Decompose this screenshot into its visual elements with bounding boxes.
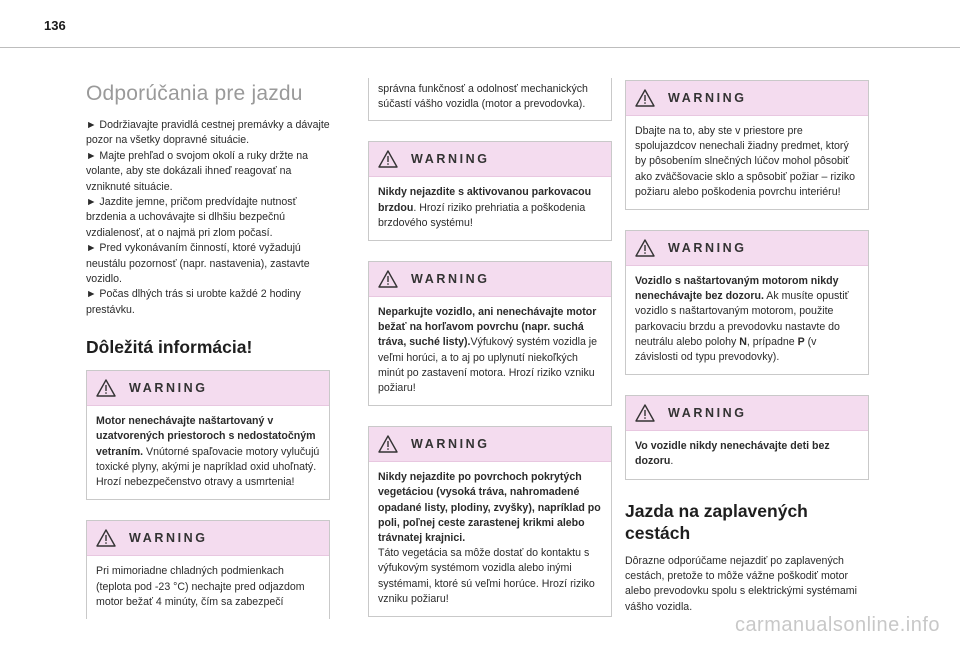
- warning-header: [87, 521, 329, 556]
- warning-header: [369, 427, 611, 462]
- warning-box: [86, 520, 330, 619]
- warning-title: WARNING: [411, 272, 490, 287]
- warning-text: [626, 431, 868, 478]
- bullet-item: ► Jazdite jemne, pričom predvídajte nutnosť brzdenia a uchovávajte si dlhšiu bezpečnú vzdialenosť, at o najmä pri zlom počasí.: [86, 196, 297, 239]
- column-1: [86, 80, 330, 619]
- warning-plain-text: Vnútorné spaľovacie motory vylučujú toxické plyny, akými je napríklad oxid uhoľnatý. Hrozí nebezpečenstvo otravy a usmrtenia!: [96, 445, 320, 489]
- warning-text: [626, 266, 868, 374]
- section-title: Odporúčania pre jazdu: [86, 82, 303, 105]
- bullet-item: ► Majte prehľad o svojom okolí a ruky držte na volante, aby ste dokázali ihneď reagovať na vzniknuté situácie.: [86, 149, 309, 193]
- warning-box: [625, 80, 869, 210]
- warning-plain-text: .: [670, 455, 674, 468]
- warning-title: WARNING: [129, 381, 208, 396]
- warning-triangle-icon: [378, 150, 398, 168]
- warning-triangle-icon: [635, 404, 655, 422]
- warning-triangle-icon: [378, 435, 398, 453]
- warning-plain-text: Ak musíte opustiť vozidlo s naštartovaným motorom, použite parkovaciu brzdu a prevodovku nastavte do neutrálu alebo polohy: [635, 290, 849, 348]
- warning-bold-text: Nikdy nejazdite po povrchoch pokrytých vegetáciou (vysoká tráva, nahromadené opadané listy, plodiny, zvyšky), napríklad po poli, poľnej ceste zarastenej krikmi alebo trávnatej krajnici.: [378, 471, 601, 545]
- page-number: 136: [44, 18, 66, 33]
- warning-title: WARNING: [129, 531, 208, 546]
- warning-title: WARNING: [411, 152, 490, 167]
- warning-triangle-icon: [96, 529, 116, 547]
- warning-plain-text: Výfukový systém vozidla je veľmi horúci, a to aj po uplynutí niekoľkých minút po zastavení motora. Hrozí riziko vzniku požiaru!: [378, 336, 598, 395]
- warning-box: [368, 261, 612, 406]
- warning-title: WARNING: [411, 437, 490, 452]
- warning-title: WARNING: [668, 91, 747, 105]
- warning-header: [369, 142, 611, 177]
- warning-header: [87, 371, 329, 406]
- gear-p-label: P: [797, 335, 805, 348]
- warning-bold-text: Vozidlo s naštartovaným motorom nikdy nenechávajte bez dozoru.: [635, 275, 839, 303]
- warning-triangle-icon: [635, 239, 655, 257]
- warning-header: [626, 396, 868, 431]
- watermark: carmanualsonline.info: [734, 614, 940, 636]
- bullet-item: ► Pred vykonávaním činností, ktoré vyžadujú neustálu pozornosť (napr. nastavenia), zastavte vozidlo.: [86, 242, 310, 286]
- warning-text: [369, 297, 611, 405]
- column-2: [368, 78, 612, 637]
- warning-box: [86, 370, 330, 500]
- warning-header: [626, 231, 868, 266]
- warning-title: WARNING: [668, 406, 747, 421]
- warning-triangle-icon: [635, 89, 655, 107]
- warning-text: Pri mimoriadne chladných podmienkach (teplota pod -23 °C) nechajte pred odjazdom motor bežať 4 minúty, čím sa zabezpečí: [96, 565, 305, 608]
- warning-header: [626, 81, 868, 116]
- driving-recommendations: [86, 118, 330, 318]
- warning-box: [368, 426, 612, 617]
- warning-box: [625, 395, 869, 479]
- warning-title: WARNING: [668, 241, 747, 256]
- warning-plain-text: (v závislosti od typu prevodovky).: [635, 335, 817, 364]
- warning-bold-text: Vo vozidle nikdy nenechávajte deti bez dozoru: [635, 440, 830, 468]
- warning-box: [625, 230, 869, 375]
- warning-bold-text: Nikdy nejazdite s aktivovanou parkovacou brzdou: [378, 186, 592, 214]
- warning-continuation: správna funkčnosť a odolnosť mechanických súčastí vášho vozidla (motor a prevodovka).: [368, 78, 612, 121]
- warning-bold-text: Motor nenechávajte naštartovaný v uzatvorených priestoroch s nedostatočným vetraním.: [96, 415, 316, 458]
- column-3: [625, 80, 869, 615]
- header-divider: [0, 47, 960, 48]
- important-heading: Dôležitá informácia!: [86, 337, 253, 358]
- warning-bold-text: Neparkujte vozidlo, ani nenechávajte motor bežať na horľavom povrchu (napr. suchá tráva, suché listy).: [378, 306, 597, 349]
- warning-triangle-icon: [96, 379, 116, 397]
- warning-plain-text: Táto vegetácia sa môže dostať do kontaktu s výfukovým systémom vozidla alebo inými systémami, ktoré sú veľmi horúce. Hrozí riziko vzniku požiaru!: [378, 547, 595, 605]
- bullet-item: ► Dodržiavajte pravidlá cestnej premávky a dávajte pozor na všetky dopravné situácie.: [86, 119, 330, 147]
- warning-header: [369, 262, 611, 297]
- warning-triangle-icon: [378, 270, 398, 288]
- warning-box: [368, 141, 612, 241]
- warning-text: [87, 406, 329, 499]
- warning-plain-text: . Hrozí riziko prehriatia a poškodenia brzdového systému!: [378, 201, 586, 229]
- bullet-item: ► Počas dlhých trás si urobte každé 2 hodiny prestávku.: [86, 288, 301, 316]
- warning-text: Dbajte na to, aby ste v priestore pre spolujazdcov nenechali žiadny predmet, ktorý by pôsobením slnečných lúčov mohol pôsobiť ako zväčšovacie sklo a spôsobiť požiar – riziko požiaru alebo poškodenia povrchu interiéru!: [635, 125, 856, 198]
- warning-text: [369, 177, 611, 240]
- flood-text: Dôrazne odporúčame nejazdiť po zaplavených cestách, pretože to môže vážne poškodiť motor alebo prevodovku spolu s elektrickými systémami vášho vozidla.: [625, 554, 857, 613]
- warning-plain-text: , prípadne: [746, 335, 798, 348]
- flood-heading: Jazda na zaplavených cestách: [625, 500, 808, 543]
- warning-text: [369, 462, 611, 616]
- gear-n-label: N: [739, 335, 747, 348]
